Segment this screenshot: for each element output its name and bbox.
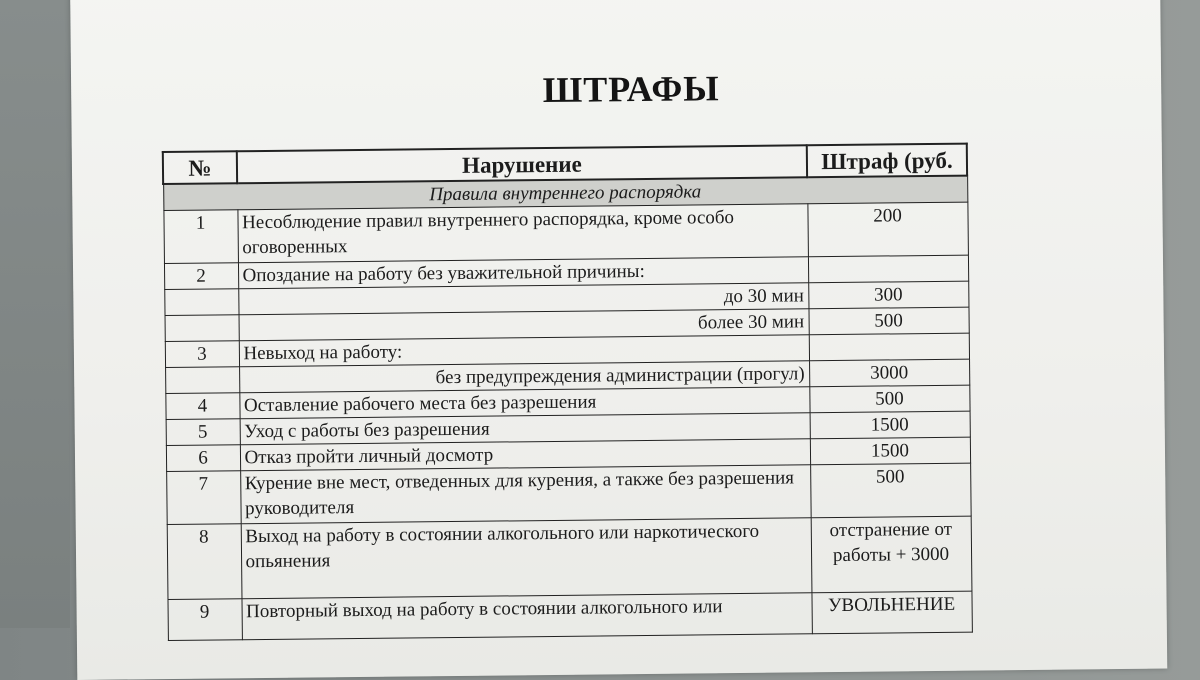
row-number: 4 [165, 393, 239, 420]
fines-table [162, 143, 973, 641]
table-row [167, 591, 971, 640]
row-violation: Опоздание на работу без уважительной причины: [238, 257, 808, 289]
header-number: № [163, 151, 237, 184]
row-fine: 1500 [810, 437, 970, 465]
row-violation: Отказ пройти личный досмотр [240, 439, 810, 471]
row-number [165, 315, 239, 342]
row-number: 3 [165, 341, 239, 368]
row-fine: 500 [810, 463, 971, 518]
row-fine: 3000 [809, 359, 969, 387]
section-title: Правила внутреннего распорядка [163, 176, 967, 211]
row-violation: Несоблюдение правил внутреннего распорядка, кроме особо оговоренных [237, 204, 808, 263]
row-fine: 1500 [810, 411, 970, 439]
row-violation: до 30 мин [238, 283, 808, 315]
row-number: 2 [164, 263, 238, 290]
row-number: 8 [167, 524, 242, 600]
row-number: 1 [163, 210, 238, 264]
row-violation: Уход с работы без разрешения [240, 413, 810, 445]
row-number: 9 [167, 599, 241, 641]
row-violation: Повторный выход на работу в состоянии алкогольного или [241, 593, 811, 640]
row-fine [809, 333, 969, 361]
table-surface [0, 0, 70, 628]
row-fine [808, 255, 968, 283]
header-violation: Нарушение [237, 145, 807, 183]
paper-sheet [70, 0, 1167, 680]
table-row [167, 516, 972, 599]
row-number: 5 [166, 419, 240, 446]
row-fine: 500 [808, 307, 968, 335]
row-number [164, 289, 238, 316]
row-violation: Курение вне мест, отведенных для курения, а также без разрешения руководителя [240, 465, 811, 524]
row-violation: Выход на работу в состоянии алкогольного или наркотического опьянения [241, 518, 812, 599]
row-fine: отстранение от работы + 3000 [811, 516, 972, 593]
row-violation: более 30 мин [239, 309, 809, 341]
row-violation: Оставление рабочего места без разрешения [239, 387, 809, 419]
row-number [165, 367, 239, 394]
row-fine: 500 [809, 385, 969, 413]
row-fine: 200 [807, 202, 968, 257]
header-fine: Штраф (руб. [807, 144, 967, 178]
row-number: 6 [166, 445, 240, 472]
row-fine: 300 [808, 281, 968, 309]
row-violation: Невыход на работу: [239, 335, 809, 367]
row-number: 7 [166, 471, 241, 525]
row-fine: УВОЛЬНЕНИЕ [811, 591, 971, 634]
row-violation: без предупреждения администрации (прогул) [239, 361, 809, 393]
document-title: ШТРАФЫ [542, 68, 720, 111]
table-row [166, 463, 971, 524]
table-row [163, 202, 968, 263]
